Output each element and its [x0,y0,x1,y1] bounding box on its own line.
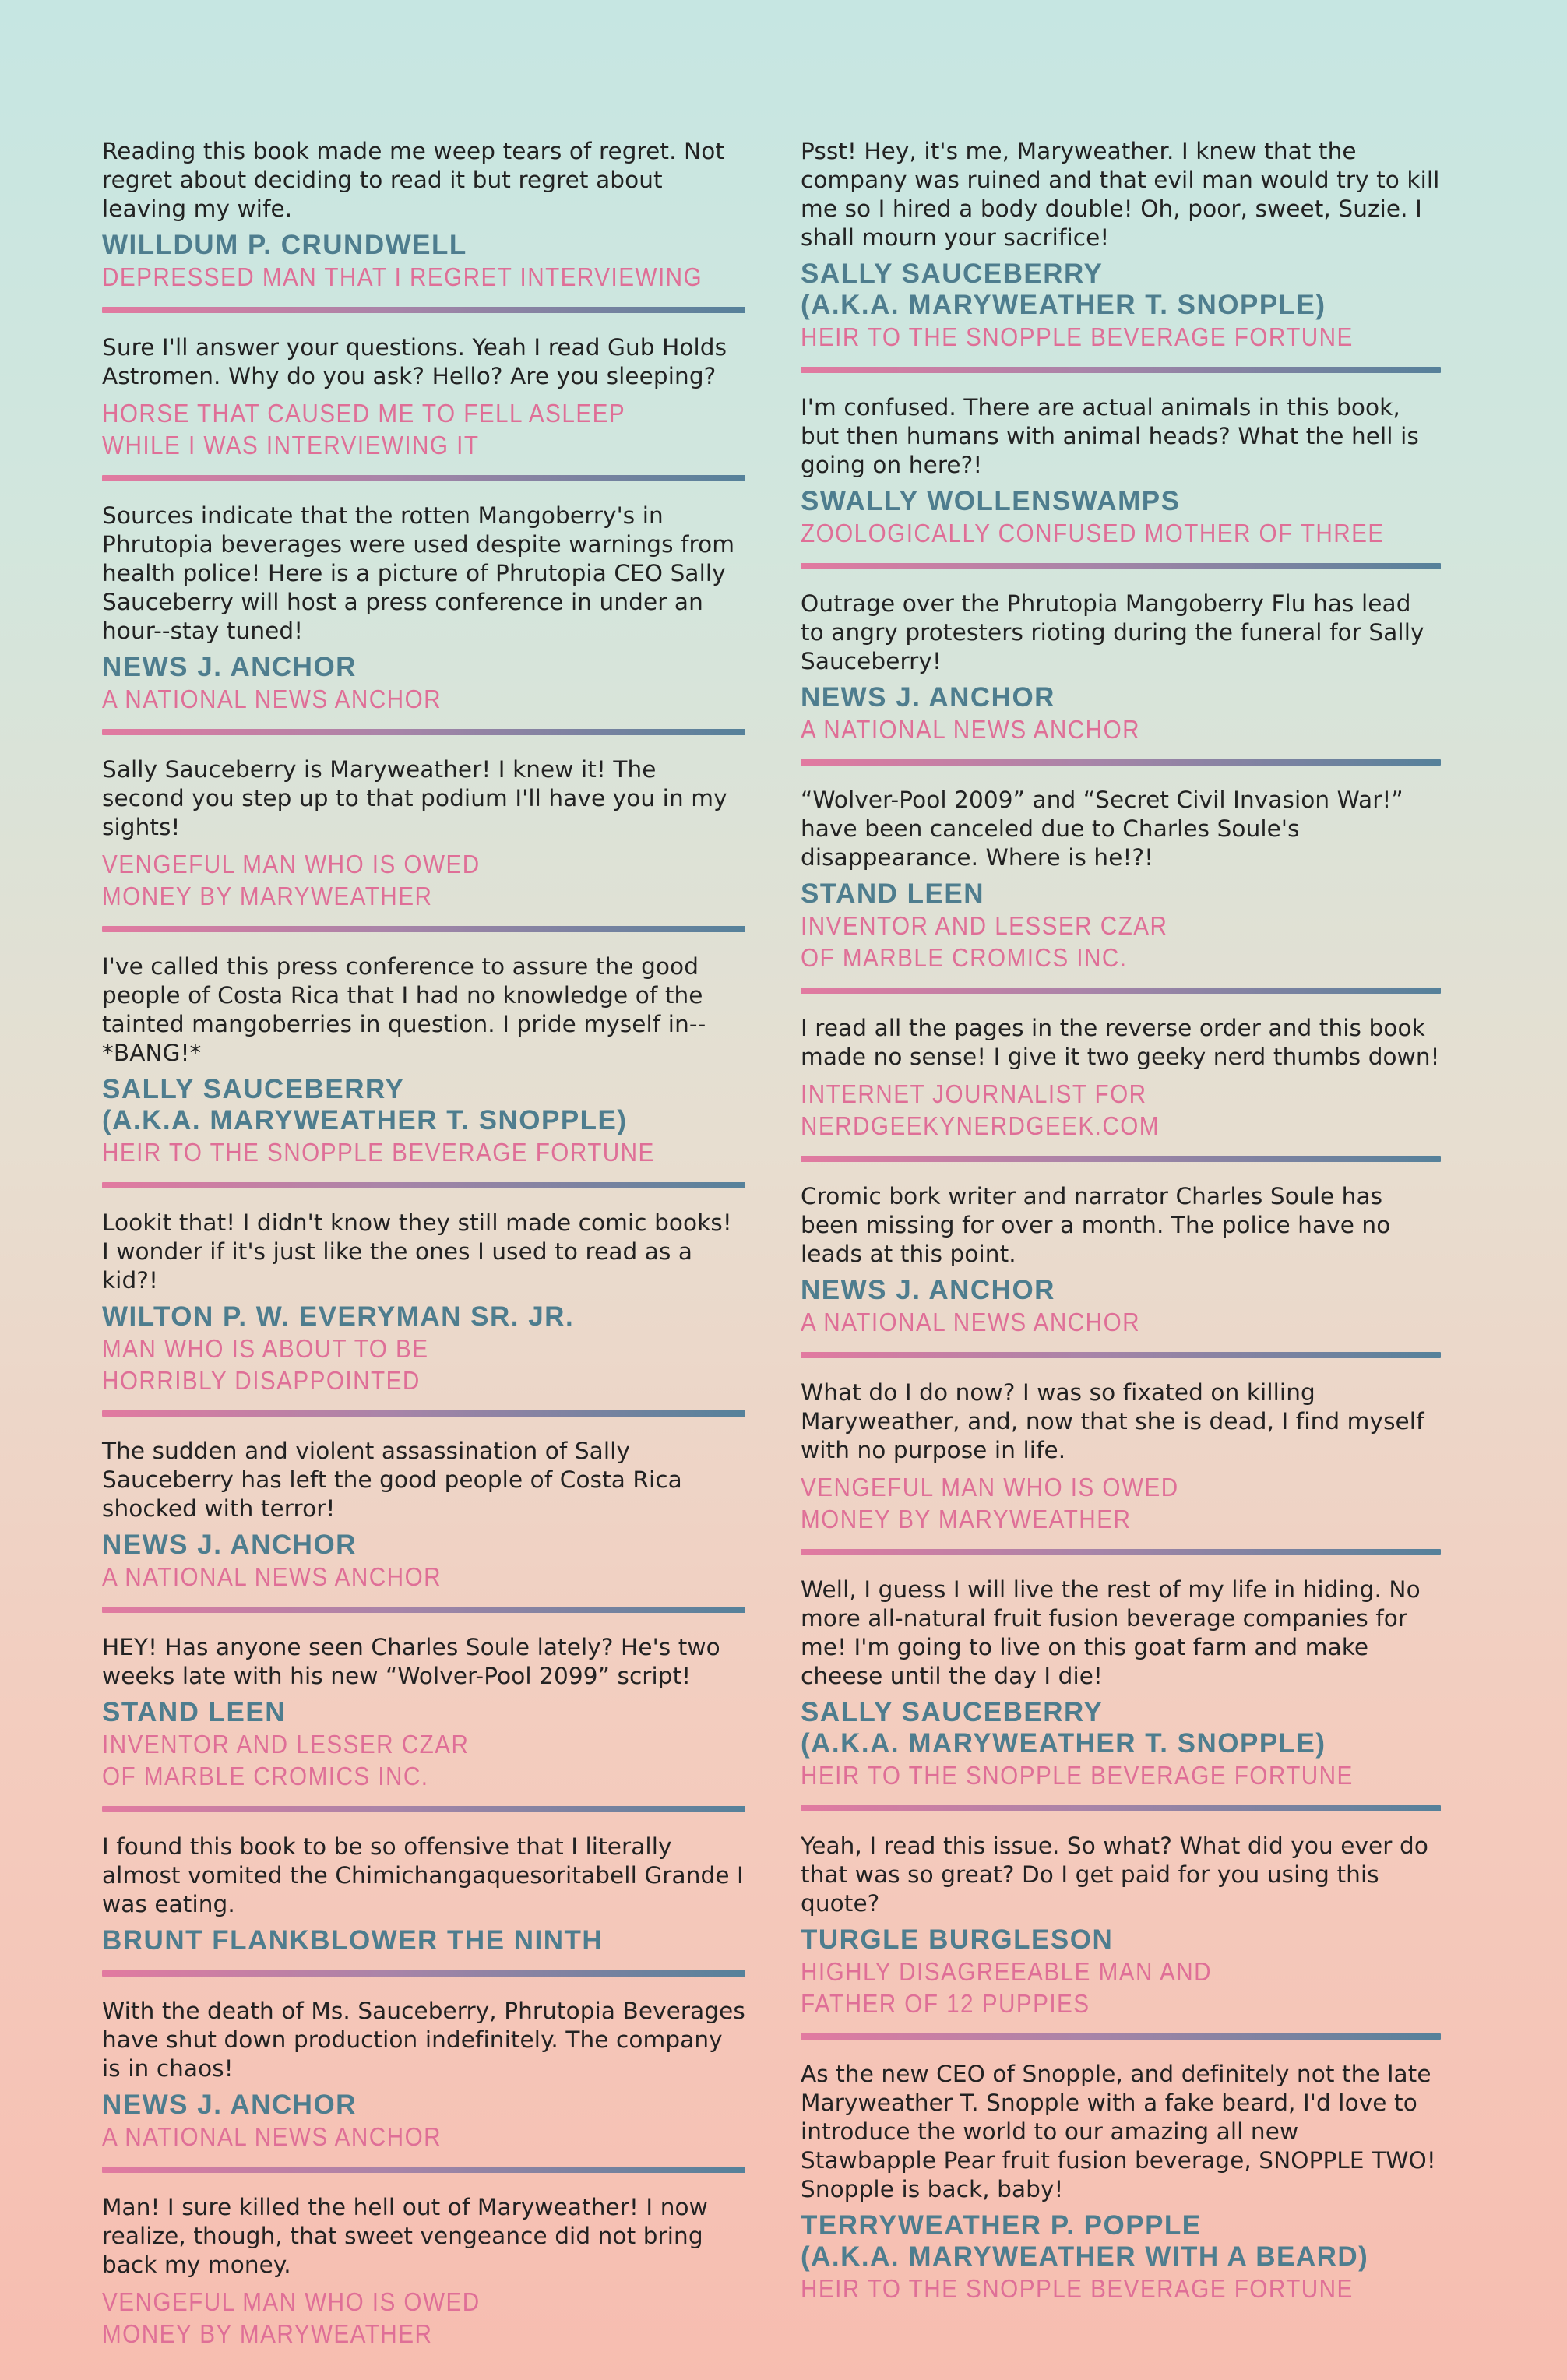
quote-block [102,1633,745,1792]
attribution-name: (A.K.A. MARYWEATHER T. SNOPPLE) [801,290,1326,320]
quote-block [801,590,1441,745]
quote-block [102,1997,745,2153]
attribution-name: SWALLY WOLLENSWAMPS [801,486,1181,516]
quote-block [102,2193,745,2350]
quote-text: Well, I guess I will live the rest of my life in hiding. No more all-natural fruit fusion beverage companies for me! I'm going to live on this goat farm and make cheese until the day I die! [801,1576,1421,1689]
quote-text: I read all the pages in the reverse order and this book made no sense! I give it two geeky nerd thumbs down! [801,1015,1440,1070]
quote-text: Man! I sure killed the hell out of Maryweather! I now realize, though, that sweet vengeance did not bring back my money. [102,2194,708,2278]
quote-text: Sally Sauceberry is Maryweather! I knew it! The second you step up to that podium I'll have you in my sights! [102,756,727,840]
attribution-description: HORRIBLY DISAPPOINTED [102,1366,421,1395]
quote-text: What do I do now? I was so fixated on killing Maryweather, and, now that she is dead, I find myself with no purpose in life. [801,1379,1424,1463]
quote-text: As the new CEO of Snopple, and definitely not the late Maryweather T. Snopple with a fake beard, I'd love to introduce the world to our amazing all new Stawbapple Pear fruit fusion beverage, SNOPPLE TWO! Snopple is back, baby! [801,2061,1436,2202]
attribution-description: A NATIONAL NEWS ANCHOR [801,1308,1141,1336]
quote-block [102,755,745,912]
gradient-divider [801,759,1441,766]
attribution-description: HEIR TO THE SNOPPLE BEVERAGE FORTUNE [801,2274,1354,2303]
quote-block [102,333,745,461]
gradient-divider [801,563,1441,569]
gradient-divider [102,1806,745,1812]
attribution-description: A NATIONAL NEWS ANCHOR [102,1562,442,1591]
quote-text: Outrage over the Phrutopia Mangoberry Flu has lead to angry protesters rioting during the funeral for Sally Sauceberry! [801,590,1424,674]
attribution-description: MONEY BY MARYWEATHER [102,882,433,910]
quote-block [102,137,745,293]
quote-block [801,2060,1441,2304]
quote-block [102,1209,745,1396]
quote-block [801,137,1441,353]
quote-block [801,1378,1441,1535]
attribution-name: NEWS J. ANCHOR [102,1530,357,1560]
attribution-description: DEPRESSED MAN THAT I REGRET INTERVIEWING [102,262,703,291]
quote-text: Sources indicate that the rotten Mangoberry's in Phrutopia beverages were used despite warnings from health police! Here is a picture of Phrutopia CEO Sally Sauceberry will host a press conference in under an hour--stay tuned! [102,502,735,644]
gradient-divider [102,475,745,481]
quote-block [801,1832,1441,2019]
quote-text: I'm confused. There are actual animals in this book, but then humans with animal heads? What the hell is going on here?! [801,394,1419,478]
quote-text: Sure I'll answer your questions. Yeah I read Gub Holds Astromen. Why do you ask? Hello? Are you sleeping? [102,334,727,389]
gradient-divider [801,988,1441,994]
quote-text: Reading this book made me weep tears of regret. Not regret about deciding to read it but regret about leaving my wife. [102,138,725,222]
quote-block [102,952,745,1168]
attribution-description: MAN WHO IS ABOUT TO BE [102,1334,429,1363]
attribution-name: SALLY SAUCEBERRY [102,1074,405,1104]
attribution-description: A NATIONAL NEWS ANCHOR [801,715,1141,744]
attribution-description: A NATIONAL NEWS ANCHOR [102,2122,442,2151]
attribution-name: SALLY SAUCEBERRY [801,259,1104,289]
attribution-name: STAND LEEN [102,1697,287,1727]
attribution-description: OF MARBLE CROMICS INC. [102,1762,429,1790]
gradient-divider [102,1607,745,1613]
gradient-divider [801,1156,1441,1162]
quote-block [801,1182,1441,1338]
attribution-description: A NATIONAL NEWS ANCHOR [102,685,442,713]
attribution-description: NERDGEEKYNERDGEEK.COM [801,1111,1160,1140]
attribution-description: VENGEFUL MAN WHO IS OWED [102,2287,481,2316]
attribution-description: MONEY BY MARYWEATHER [801,1505,1132,1533]
gradient-divider [102,1182,745,1188]
gradient-divider [102,2167,745,2173]
quote-block [102,502,745,715]
quote-block [102,1833,745,1956]
attribution-name: SALLY SAUCEBERRY [801,1697,1104,1727]
gradient-divider [102,729,745,735]
attribution-description: INVENTOR AND LESSER CZAR [801,911,1168,940]
attribution-name: TURGLE BURGLESON [801,1924,1114,1955]
gradient-divider [801,1805,1441,1811]
quote-block [801,393,1441,549]
attribution-description: MONEY BY MARYWEATHER [102,2319,433,2348]
attribution-name: TERRYWEATHER P. POPPLE [801,2210,1202,2241]
left-column [102,137,745,2350]
attribution-name: BRUNT FLANKBLOWER THE NINTH [102,1925,604,1956]
quote-text: Cromic bork writer and narrator Charles Soule has been missing for over a month. The police have no leads at this point. [801,1183,1391,1267]
quote-text: The sudden and violent assassination of Sally Sauceberry has left the good people of Costa Rica shocked with terror! [102,1438,682,1522]
quote-block [801,1014,1441,1142]
attribution-description: HORSE THAT CAUSED ME TO FELL ASLEEP [102,399,626,428]
quote-block [102,1437,745,1593]
attribution-name: NEWS J. ANCHOR [102,2090,357,2120]
attribution-description: ZOOLOGICALLY CONFUSED MOTHER OF THREE [801,519,1385,547]
attribution-name: WILLDUM P. CRUNDWELL [102,230,467,260]
attribution-description: VENGEFUL MAN WHO IS OWED [102,850,481,878]
attribution-name: NEWS J. ANCHOR [102,652,357,682]
attribution-description: HEIR TO THE SNOPPLE BEVERAGE FORTUNE [102,1138,655,1167]
attribution-name: (A.K.A. MARYWEATHER T. SNOPPLE) [102,1105,628,1135]
quote-text: Psst! Hey, it's me, Maryweather. I knew that the company was ruined and that evil man would try to kill me so I hired a body double! Oh, poor, sweet, Suzie. I shall mourn your sacrifice! [801,138,1440,251]
attribution-description: OF MARBLE CROMICS INC. [801,943,1128,972]
attribution-description: HEIR TO THE SNOPPLE BEVERAGE FORTUNE [801,322,1354,351]
attribution-description: HEIR TO THE SNOPPLE BEVERAGE FORTUNE [801,1761,1354,1790]
gradient-divider [102,1410,745,1417]
attribution-name: (A.K.A. MARYWEATHER T. SNOPPLE) [801,1728,1326,1759]
attribution-name: (A.K.A. MARYWEATHER WITH A BEARD) [801,2241,1369,2272]
quote-text: “Wolver-Pool 2009” and “Secret Civil Invasion War!” have been canceled due to Charles Soule's disappearance. Where is he!?! [801,787,1403,871]
gradient-divider [801,1549,1441,1555]
attribution-name: NEWS J. ANCHOR [801,1275,1055,1305]
attribution-description: INVENTOR AND LESSER CZAR [102,1730,470,1759]
quote-text: I've called this press conference to assure the good people of Costa Rica that I had no knowledge of the tainted mangoberries in question. I pride myself in-- *BANG!* [102,953,706,1066]
quote-block [801,786,1441,973]
attribution-description: INTERNET JOURNALIST FOR [801,1079,1147,1108]
gradient-divider [801,2033,1441,2040]
quote-text: HEY! Has anyone seen Charles Soule lately? He's two weeks late with his new “Wolver-Pool 2099” script! [102,1634,720,1689]
quote-text: With the death of Ms. Sauceberry, Phrutopia Beverages have shut down production indefinitely. The company is in chaos! [102,1998,745,2082]
attribution-description: HIGHLY DISAGREEABLE MAN AND [801,1957,1212,1986]
attribution-name: STAND LEEN [801,878,985,909]
right-column [801,137,1441,2304]
gradient-divider [801,1352,1441,1358]
gradient-divider [102,926,745,932]
attribution-description: VENGEFUL MAN WHO IS OWED [801,1473,1179,1502]
gradient-divider [102,307,745,313]
attribution-name: WILTON P. W. EVERYMAN SR. JR. [102,1301,575,1332]
quote-text: I found this book to be so offensive that I literally almost vomited the Chimichangaquesoritabell Grande I was eating. [102,1833,744,1917]
attribution-description: WHILE I WAS INTERVIEWING IT [102,431,480,459]
attribution-name: NEWS J. ANCHOR [801,682,1055,713]
quote-text: Lookit that! I didn't know they still made comic books! I wonder if it's just like the ones I used to read as a kid?! [102,1209,732,1294]
attribution-description: FATHER OF 12 PUPPIES [801,1989,1090,2018]
gradient-divider [102,1970,745,1977]
quote-block [801,1576,1441,1791]
gradient-divider [801,367,1441,373]
quote-text: Yeah, I read this issue. So what? What did you ever do that was so great? Do I get paid for you using this quote? [801,1833,1428,1917]
